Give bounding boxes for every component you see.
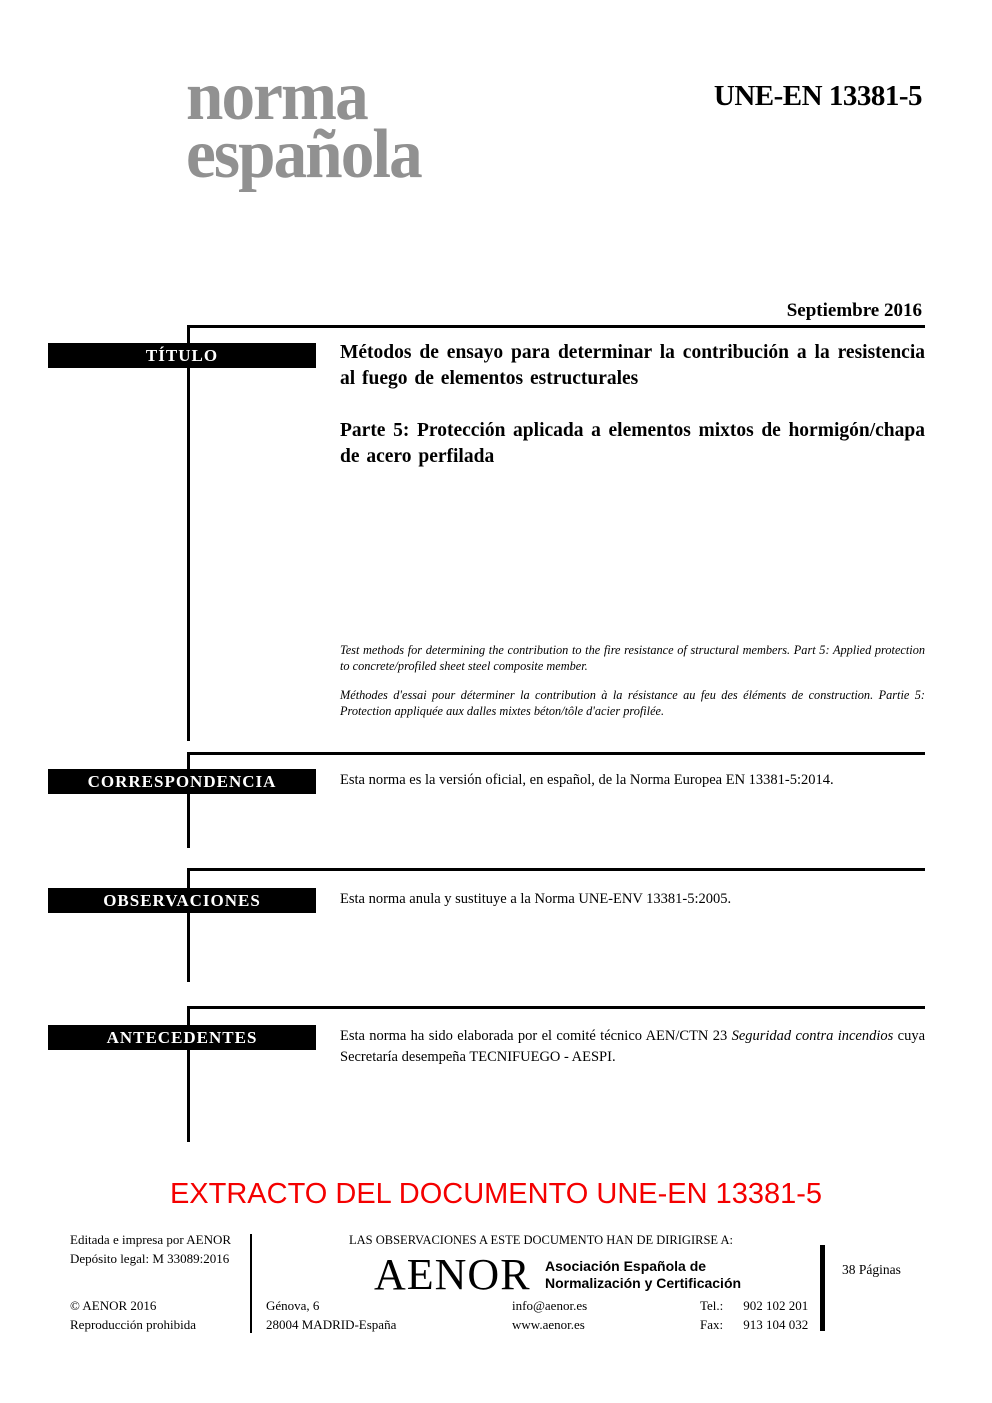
aenor-name-line-1: Asociación Española de: [545, 1258, 707, 1274]
titulo-vertical-rule: [187, 325, 190, 741]
correspondencia-vertical-rule: [187, 752, 190, 848]
title-paragraph-2: Parte 5: Protección aplicada a elementos mixtos de hormigón/chapa de acero perfilada: [340, 420, 925, 467]
title-french-translation: Méthodes d'essai pour déterminer la contribution à la résistance au feu des éléments de construction. Partie 5: Protection appliquée aux dalles mixtes béton/tôle d'acier profilée.: [340, 688, 925, 718]
footer-copyright: © AENOR 2016: [70, 1298, 157, 1313]
footer-website[interactable]: www.aenor.es: [512, 1317, 585, 1332]
antecedentes-text-regular: Esta norma ha sido elaborada por el comité técnico AEN/CTN 23: [340, 1028, 732, 1044]
observaciones-label-bar: [48, 888, 316, 913]
logo-line-1: norma: [186, 58, 367, 135]
correspondencia-label: CORRESPONDENCIA: [87, 771, 277, 791]
antecedentes-label: ANTECEDENTES: [106, 1027, 258, 1047]
page-count: 38 Páginas: [842, 1262, 901, 1277]
footer-contact-block: [512, 1296, 587, 1334]
logo-line-2: española: [186, 116, 421, 193]
footer-divider-thin: [250, 1234, 252, 1333]
aenor-name-line-2: Normalización y Certificación: [545, 1275, 742, 1291]
footer-fax-label: Fax:: [700, 1317, 724, 1332]
norma-espanola-logo: [186, 58, 421, 193]
aenor-association-name: [545, 1258, 741, 1292]
observaciones-label: OBSERVACIONES: [103, 890, 261, 910]
titulo-label-bar: [48, 343, 316, 368]
footer-email[interactable]: info@aenor.es: [512, 1298, 588, 1313]
footer-reproduction: Reproducción prohibida: [70, 1317, 196, 1332]
footer-address-block: [266, 1296, 396, 1334]
footer-tel-value: 902 102 201: [743, 1298, 809, 1313]
observaciones-top-rule: [187, 868, 925, 871]
correspondencia-top-rule: [187, 752, 925, 755]
footer-tel-label: Tel.:: [700, 1298, 724, 1313]
footer-observations-notice: LAS OBSERVACIONES A ESTE DOCUMENTO HAN DE DIRIGIRSE A:: [349, 1233, 733, 1247]
title-english-translation: Test methods for determining the contribution to the fire resistance of structural members. Part 5: Applied protection to concrete/profiled sheet steel composite member.: [340, 643, 925, 673]
footer-copyright-block: [70, 1296, 196, 1334]
aenor-logo: AENOR: [374, 1250, 531, 1299]
antecedentes-text-italic: Seguridad contra incendios: [731, 1028, 894, 1044]
extracto-notice: EXTRACTO DEL DOCUMENTO UNE-EN 13381-5: [169, 1178, 823, 1210]
footer-street: Génova, 6: [266, 1298, 320, 1313]
correspondencia-text: Esta norma es la versión oficial, en español, de la Norma Europea EN 13381-5:2014.: [340, 772, 834, 788]
footer-divider-thick: [820, 1245, 825, 1331]
footer-edition-block: [70, 1230, 231, 1268]
titulo-label: TÍTULO: [145, 345, 219, 365]
footer-edited-by: Editada e impresa por AENOR: [70, 1232, 232, 1247]
title-paragraph-1: Métodos de ensayo para determinar la contribución a la resistencia al fuego de elementos estructurales: [340, 342, 925, 389]
footer-phone-block: [700, 1296, 808, 1334]
antecedentes-label-bar: [48, 1025, 316, 1050]
observaciones-vertical-rule: [187, 868, 190, 982]
document-code: UNE-EN 13381-5: [713, 80, 922, 112]
titulo-top-rule: [187, 325, 925, 328]
footer-city: 28004 MADRID-España: [266, 1317, 397, 1332]
antecedentes-text: [340, 1026, 925, 1068]
antecedentes-text-regular-2: cuya Secretaría desempeña TECNIFUEGO - AESPI.: [340, 1028, 926, 1065]
publication-date: Septiembre 2016: [786, 300, 922, 321]
antecedentes-top-rule: [187, 1006, 925, 1009]
footer-legal-deposit: Depósito legal: M 33089:2016: [70, 1251, 230, 1266]
correspondencia-label-bar: [48, 769, 316, 794]
footer-fax-value: 913 104 032: [743, 1317, 809, 1332]
observaciones-text: Esta norma anula y sustituye a la Norma UNE-ENV 13381-5:2005.: [340, 891, 732, 907]
